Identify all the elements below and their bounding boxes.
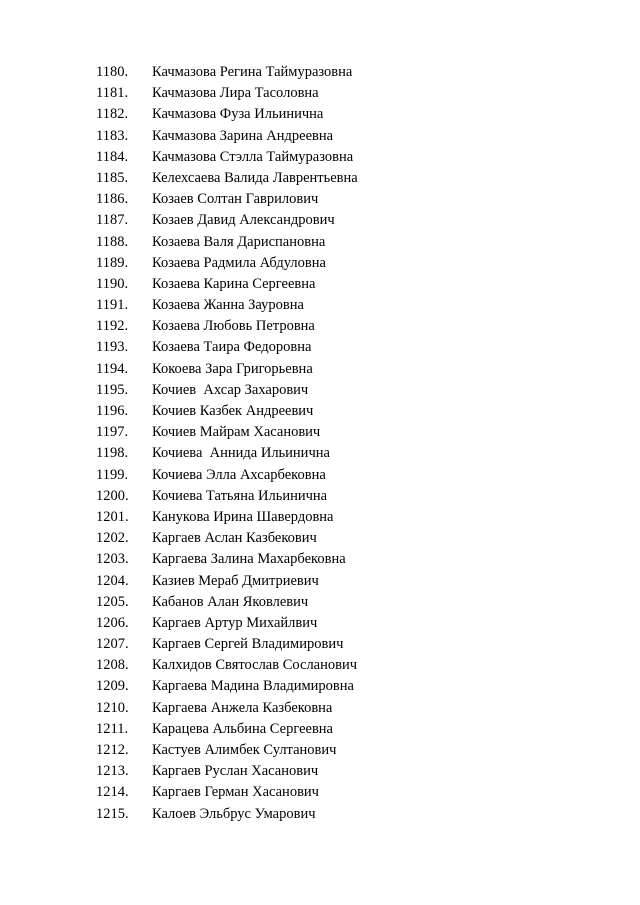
entry-name: Кокоева Зара Григорьевна [152, 360, 313, 377]
list-item [0, 443, 640, 464]
entry-name: Качмазова Фуза Ильинична [152, 106, 324, 123]
entry-name: Канукова Ирина Шавердовна [152, 508, 334, 525]
list-item [0, 168, 640, 189]
list-item [0, 253, 640, 274]
list-item [0, 189, 640, 210]
entry-number: 1204. [96, 572, 129, 589]
list-item [0, 232, 640, 253]
list-item [0, 147, 640, 168]
list-item [0, 401, 640, 422]
list-item [0, 719, 640, 740]
entry-number: 1203. [96, 551, 129, 568]
list-item [0, 782, 640, 803]
entry-number: 1199. [96, 466, 129, 483]
entry-number: 1188. [96, 233, 129, 250]
list-item [0, 549, 640, 570]
list-item [0, 83, 640, 104]
entry-name: Кастуев Алимбек Султанович [152, 742, 337, 758]
entry-name: Козаев Давид Александрович [152, 212, 335, 229]
name-list [0, 62, 640, 825]
list-item [0, 528, 640, 549]
entry-name: Калхидов Святослав Сосланович [152, 657, 358, 674]
list-item [0, 486, 640, 507]
list-item [0, 676, 640, 697]
entry-name: Качмазова Стэлла Таймуразовна [152, 148, 354, 165]
entry-name: Козаева Жанна Зауровна [152, 297, 304, 314]
list-item [0, 359, 640, 380]
entry-number: 1207. [96, 636, 129, 653]
list-item [0, 337, 640, 358]
entry-name: Козаева Таира Федоровна [152, 339, 312, 356]
entry-number: 1213. [96, 763, 129, 780]
entry-number: 1209. [96, 678, 129, 695]
entry-name: Кабанов Алан Яковлевич [152, 593, 309, 610]
entry-name: Качмазова Регина Таймуразовна [152, 64, 353, 80]
entry-number: 1193. [96, 339, 129, 356]
entry-name: Кочиева Аннида Ильинична [152, 445, 330, 462]
entry-number: 1184. [96, 148, 129, 165]
entry-name: Козаева Радмила Абдуловна [152, 254, 326, 271]
list-item [0, 804, 640, 825]
entry-number: 1206. [96, 614, 129, 631]
entry-name: Каргаева Мадина Владимировна [152, 678, 354, 695]
entry-name: Каргаев Герман Хасанович [152, 784, 319, 801]
list-item [0, 761, 640, 782]
entry-name: Качмазова Зарина Андреевна [152, 127, 334, 144]
entry-name: Каргаев Сергей Владимирович [152, 636, 344, 653]
entry-name: Козаева Валя Дариспановна [152, 233, 326, 250]
entry-number: 1186. [96, 191, 129, 208]
entry-name: Каргаева Анжела Казбековна [152, 699, 333, 716]
list-item [0, 380, 640, 401]
list-item [0, 316, 640, 337]
list-item [0, 655, 640, 676]
entry-name: Кочиева Татьяна Ильинична [152, 487, 328, 504]
entry-number: 1185. [96, 169, 129, 186]
entry-number: 1201. [96, 508, 129, 525]
entry-number: 1200. [96, 487, 129, 504]
entry-number: 1191. [96, 297, 129, 314]
list-item [0, 613, 640, 634]
entry-number: 1190. [96, 275, 129, 292]
entry-name: Козаев Солтан Гаврилович [152, 191, 319, 208]
list-item [0, 592, 640, 613]
list-item [0, 465, 640, 486]
list-item [0, 571, 640, 592]
list-item [0, 295, 640, 316]
list-item [0, 698, 640, 719]
entry-name: Каргаев Артур Михайлвич [152, 614, 318, 631]
entry-name: Кочиев Казбек Андреевич [152, 403, 314, 419]
entry-number: 1192. [96, 318, 129, 335]
list-item [0, 740, 640, 761]
entry-number: 1189. [96, 254, 129, 271]
entry-number: 1194. [96, 360, 129, 377]
entry-number: 1181. [96, 85, 129, 102]
entry-name: Козаева Любовь Петровна [152, 318, 315, 335]
list-item [0, 507, 640, 528]
entry-number: 1197. [96, 424, 129, 441]
entry-name: Каргаев Аслан Казбекович [152, 530, 317, 547]
entry-number: 1214. [96, 784, 129, 801]
entry-number: 1195. [96, 381, 129, 398]
entry-name: Каргаева Залина Махарбековна [152, 551, 346, 568]
entry-name: Кочиева Элла Ахсарбековна [152, 466, 326, 483]
entry-name: Кочиев Майрам Хасанович [152, 424, 321, 441]
entry-number: 1187. [96, 212, 129, 229]
list-item [0, 126, 640, 147]
entry-number: 1208. [96, 657, 129, 674]
entry-number: 1196. [96, 403, 129, 419]
entry-name: Карацева Альбина Сергеевна [152, 720, 333, 737]
entry-number: 1215. [96, 805, 129, 822]
list-item [0, 274, 640, 295]
entry-name: Казиев Мераб Дмитриевич [152, 572, 319, 589]
list-item [0, 104, 640, 125]
entry-number: 1205. [96, 593, 129, 610]
entry-number: 1210. [96, 699, 129, 716]
list-item [0, 422, 640, 443]
entry-name: Качмазова Лира Тасоловна [152, 85, 319, 102]
entry-number: 1180. [96, 64, 129, 80]
entry-number: 1183. [96, 127, 129, 144]
list-item [0, 210, 640, 231]
entry-number: 1202. [96, 530, 129, 547]
entry-name: Калоев Эльбрус Умарович [152, 805, 316, 822]
entry-number: 1212. [96, 742, 129, 758]
entry-name: Каргаев Руслан Хасанович [152, 763, 319, 780]
entry-name: Кочиев Ахсар Захарович [152, 381, 309, 398]
entry-number: 1198. [96, 445, 129, 462]
list-item [0, 62, 640, 83]
list-item [0, 634, 640, 655]
entry-number: 1211. [96, 720, 129, 737]
entry-name: Келехсаева Валида Лаврентьевна [152, 169, 358, 186]
entry-name: Козаева Карина Сергеевна [152, 275, 316, 292]
entry-number: 1182. [96, 106, 129, 123]
